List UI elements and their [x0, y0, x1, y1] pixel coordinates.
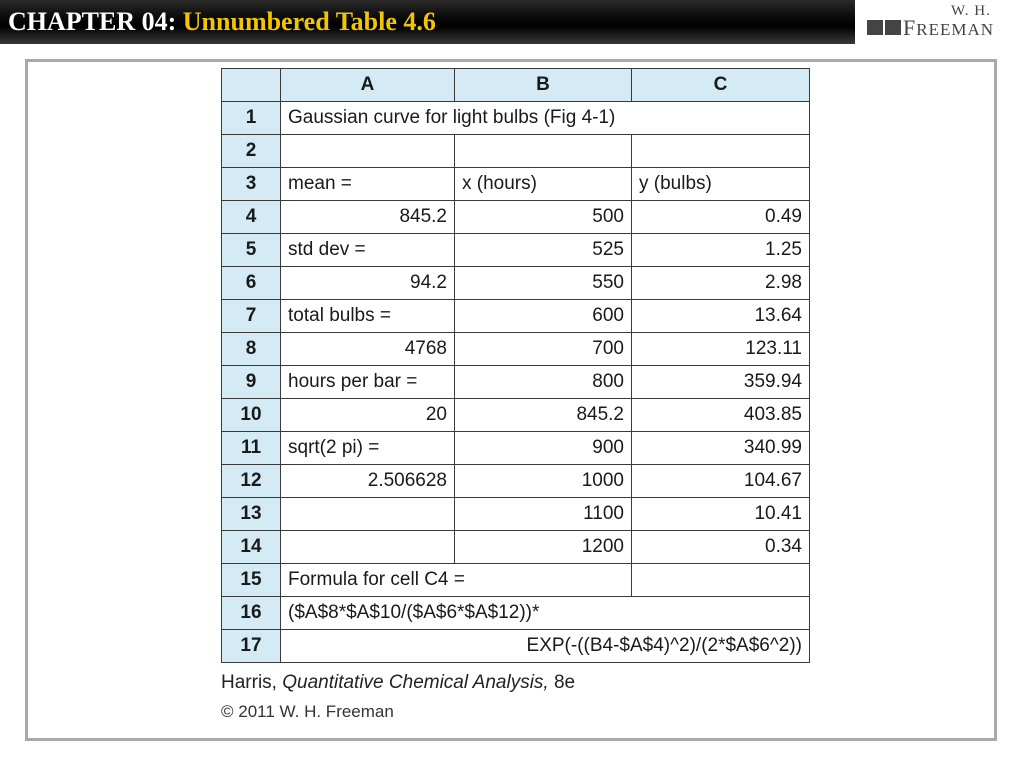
row-number: 5 — [222, 234, 281, 267]
cell-a9: hours per bar = — [281, 366, 455, 399]
cell-b9: 800 — [455, 366, 632, 399]
table-row — [222, 564, 810, 597]
cell-a12: 2.506628 — [281, 465, 455, 498]
citation-book-title: Quantitative Chemical Analysis, — [282, 672, 549, 693]
row-number: 11 — [222, 432, 281, 465]
row-number: 16 — [222, 597, 281, 630]
table-row — [222, 630, 810, 663]
cell-a10: 20 — [281, 399, 455, 432]
cell-a4: 845.2 — [281, 201, 455, 234]
row-number: 9 — [222, 366, 281, 399]
row-number: 12 — [222, 465, 281, 498]
cell-a14 — [281, 531, 455, 564]
logo-name-rest: REEMAN — [916, 20, 995, 39]
cell-a2 — [281, 135, 455, 168]
cell-b7: 600 — [455, 300, 632, 333]
cell-c11: 340.99 — [632, 432, 810, 465]
cell-a13 — [281, 498, 455, 531]
cell-a15: Formula for cell C4 = — [281, 564, 632, 597]
cell-b12: 1000 — [455, 465, 632, 498]
table-row — [222, 399, 810, 432]
corner-cell — [222, 69, 281, 102]
table-row — [222, 201, 810, 234]
cell-a16: ($A$8*$A$10/($A$6*$A$12))* — [281, 597, 810, 630]
cell-a17: EXP(-((B4-$A$4)^2)/(2*$A$6^2)) — [281, 630, 810, 663]
cell-a7: total bulbs = — [281, 300, 455, 333]
row-number: 17 — [222, 630, 281, 663]
chapter-title — [8, 6, 436, 38]
column-header-a: A — [281, 69, 455, 102]
cell-a8: 4768 — [281, 333, 455, 366]
table-row — [222, 366, 810, 399]
row-number: 2 — [222, 135, 281, 168]
row-number: 14 — [222, 531, 281, 564]
citation-author: Harris, — [221, 672, 283, 693]
cell-c15 — [632, 564, 810, 597]
table-row — [222, 498, 810, 531]
citation-edition: 8e — [548, 672, 576, 693]
copyright-notice: © 2011 W. H. Freeman — [221, 702, 394, 721]
table-row — [222, 597, 810, 630]
cell-c13: 10.41 — [632, 498, 810, 531]
row-number: 10 — [222, 399, 281, 432]
cell-c12: 104.67 — [632, 465, 810, 498]
cell-c6: 2.98 — [632, 267, 810, 300]
cell-b11: 900 — [455, 432, 632, 465]
column-header-c: C — [632, 69, 810, 102]
table-row — [222, 465, 810, 498]
row-number: 15 — [222, 564, 281, 597]
cell-c2 — [632, 135, 810, 168]
cell-b13: 1100 — [455, 498, 632, 531]
row-number: 4 — [222, 201, 281, 234]
source-citation — [221, 672, 575, 694]
cell-b5: 525 — [455, 234, 632, 267]
row-number: 3 — [222, 168, 281, 201]
spreadsheet-table — [221, 68, 810, 663]
cell-a11: sqrt(2 pi) = — [281, 432, 455, 465]
cell-c5: 1.25 — [632, 234, 810, 267]
logo-squares-icon — [867, 20, 901, 35]
cell-a1: Gaussian curve for light bulbs (Fig 4-1) — [281, 102, 810, 135]
table-row — [222, 432, 810, 465]
cell-c8: 123.11 — [632, 333, 810, 366]
cell-b10: 845.2 — [455, 399, 632, 432]
row-number: 13 — [222, 498, 281, 531]
header-bar — [0, 0, 1024, 44]
cell-b2 — [455, 135, 632, 168]
table-row — [222, 135, 810, 168]
table-subtitle: Unnumbered Table 4.6 — [182, 7, 436, 36]
table-row — [222, 102, 810, 135]
table-row — [222, 168, 810, 201]
publisher-logo — [855, 0, 1024, 44]
table-row — [222, 234, 810, 267]
column-header-b: B — [455, 69, 632, 102]
cell-a5: std dev = — [281, 234, 455, 267]
table-row — [222, 300, 810, 333]
cell-a6: 94.2 — [281, 267, 455, 300]
cell-b6: 550 — [455, 267, 632, 300]
cell-a3: mean = — [281, 168, 455, 201]
row-number: 7 — [222, 300, 281, 333]
cell-c10: 403.85 — [632, 399, 810, 432]
table-row — [222, 531, 810, 564]
table-row — [222, 333, 810, 366]
cell-b8: 700 — [455, 333, 632, 366]
row-number: 6 — [222, 267, 281, 300]
logo-initials: W. H. — [951, 3, 991, 19]
cell-b4: 500 — [455, 201, 632, 234]
cell-b14: 1200 — [455, 531, 632, 564]
column-header-row — [222, 69, 810, 102]
cell-c7: 13.64 — [632, 300, 810, 333]
table-row — [222, 267, 810, 300]
cell-c4: 0.49 — [632, 201, 810, 234]
cell-c14: 0.34 — [632, 531, 810, 564]
logo-name — [903, 15, 994, 41]
cell-b3: x (hours) — [455, 168, 632, 201]
row-number: 8 — [222, 333, 281, 366]
cell-c3: y (bulbs) — [632, 168, 810, 201]
chapter-label: CHAPTER 04: — [8, 7, 177, 36]
row-number: 1 — [222, 102, 281, 135]
cell-c9: 359.94 — [632, 366, 810, 399]
logo-name-initial: F — [903, 15, 917, 40]
